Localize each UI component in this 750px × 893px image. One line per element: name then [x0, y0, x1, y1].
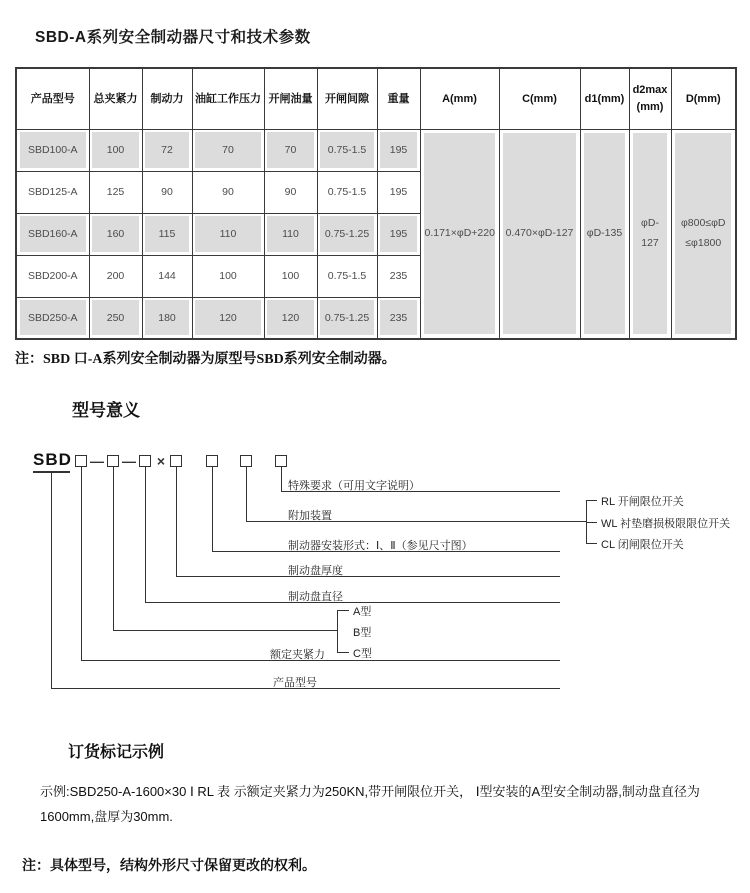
label-attachment: 附加装置	[288, 510, 332, 522]
header-dim-d: D(mm)	[671, 68, 736, 129]
table-cell: 0.75-1.5	[317, 129, 377, 171]
header-release-oil-volume: 开闸油量	[264, 68, 317, 129]
table-cell: 195	[377, 129, 420, 171]
model-box-2	[107, 455, 119, 467]
model-prefix: SBD	[33, 450, 72, 469]
table-cell: 195	[377, 171, 420, 213]
table-cell: 200	[89, 255, 142, 297]
table-cell: 90	[142, 171, 192, 213]
table-cell: 120	[264, 297, 317, 339]
spec-table-wrap	[15, 67, 735, 340]
header-product-model: 产品型号	[16, 68, 89, 129]
label-special-requirements: 特殊要求（可用文字说明）	[288, 480, 420, 492]
table-cell: 72	[142, 129, 192, 171]
header-total-clamping-force: 总夹紧力	[89, 68, 142, 129]
model-box-4	[170, 455, 182, 467]
page-title: SBD-A系列安全制动器尺寸和技术参数	[35, 29, 311, 46]
table-cell: SBD125-A	[16, 171, 89, 213]
model-box-3	[139, 455, 151, 467]
label-type-a: A型	[353, 606, 372, 618]
header-weight: 重量	[377, 68, 420, 129]
switch-bracket-tick	[586, 522, 597, 523]
table-cell: 125	[89, 171, 142, 213]
label-mounting-form: 制动器安装形式：Ⅰ、Ⅱ（参见尺寸图）	[288, 540, 473, 552]
type-bracket-tick	[337, 610, 349, 611]
connector-line	[113, 630, 337, 631]
label-type-b: B型	[353, 627, 372, 639]
table-cell: 235	[377, 297, 420, 339]
formula-cell-a: 0.171×φD+220	[420, 129, 499, 339]
dash-connector: —	[90, 453, 104, 469]
header-dim-a: A(mm)	[420, 68, 499, 129]
table-cell: 250	[89, 297, 142, 339]
table-header-row	[16, 68, 736, 129]
table-cell: SBD100-A	[16, 129, 89, 171]
connector-line	[212, 467, 213, 551]
section-heading-model-meaning: 型号意义	[72, 401, 140, 420]
connector-line	[113, 467, 114, 630]
switch-bracket-tick	[586, 543, 597, 544]
table-cell: SBD160-A	[16, 213, 89, 255]
section-heading-order-example: 订货标记示例	[68, 744, 165, 761]
label-type-c: C型	[353, 648, 372, 660]
header-braking-force: 制动力	[142, 68, 192, 129]
table-cell: 90	[192, 171, 264, 213]
table-cell: 235	[377, 255, 420, 297]
table-cell: 120	[192, 297, 264, 339]
spec-table	[15, 67, 737, 340]
formula-cell-d: φ800≤φD ≤φ1800	[671, 129, 736, 339]
table-cell: 0.75-1.5	[317, 255, 377, 297]
model-box-5	[206, 455, 218, 467]
model-box-6	[240, 455, 252, 467]
table-cell: 115	[142, 213, 192, 255]
label-switch-rl: RL 开闸限位开关	[601, 496, 684, 508]
label-switch-cl: CL 闭闸限位开关	[601, 539, 684, 551]
connector-line	[246, 467, 247, 521]
table-cell: 110	[264, 213, 317, 255]
connector-line	[51, 473, 52, 688]
connector-line	[176, 576, 560, 577]
table-cell: 0.75-1.5	[317, 171, 377, 213]
model-box-1	[75, 455, 87, 467]
table-cell: 0.75-1.25	[317, 297, 377, 339]
table-row	[16, 129, 736, 171]
label-switch-wl: WL 衬垫磨损极限限位开关	[601, 518, 731, 530]
header-dim-d2max: d2max (mm)	[629, 68, 671, 129]
label-clamping-force: 额定夹紧力	[270, 649, 325, 661]
label-disc-diameter: 制动盘直径	[288, 591, 343, 603]
model-designation-diagram	[0, 440, 750, 700]
header-dim-d1: d1(mm)	[580, 68, 629, 129]
formula-cell-d1: φD-135	[580, 129, 629, 339]
formula-cell-c: 0.470×φD-127	[499, 129, 580, 339]
table-cell: 180	[142, 297, 192, 339]
formula-cell-d2max: φD-127	[629, 129, 671, 339]
type-bracket-line	[337, 610, 338, 652]
header-release-gap: 开闸间隙	[317, 68, 377, 129]
order-example-text: 示例:SBD250-A-1600×30 Ⅰ RL 表 示额定夹紧力为250KN,带开闸限位开关， Ⅰ型安装的A型安全制动器,制动盘直径为1600mm,盘厚为30mm.	[40, 784, 700, 824]
table-cell: 110	[192, 213, 264, 255]
type-bracket-tick	[337, 652, 349, 653]
connector-line	[81, 467, 82, 660]
table-cell: 90	[264, 171, 317, 213]
model-box-7	[275, 455, 287, 467]
table-cell: 100	[264, 255, 317, 297]
table-cell: 160	[89, 213, 142, 255]
times-connector: ×	[156, 453, 166, 469]
table-cell: SBD200-A	[16, 255, 89, 297]
connector-line	[176, 467, 177, 576]
dash-connector: —	[122, 453, 136, 469]
header-cylinder-pressure: 油缸工作压力	[192, 68, 264, 129]
table-cell: 70	[264, 129, 317, 171]
label-product-model: 产品型号	[273, 677, 317, 689]
connector-line	[145, 467, 146, 602]
table-footnote: 注：SBD 口-A系列安全制动器为原型号SBD系列安全制动器。	[15, 352, 396, 367]
table-cell: SBD250-A	[16, 297, 89, 339]
label-disc-thickness: 制动盘厚度	[288, 565, 343, 577]
table-cell: 144	[142, 255, 192, 297]
table-cell: 0.75-1.25	[317, 213, 377, 255]
table-cell: 100	[89, 129, 142, 171]
bottom-footnote: 注：具体型号，结构外形尺寸保留更改的权利。	[22, 859, 316, 874]
table-cell: 70	[192, 129, 264, 171]
table-cell: 100	[192, 255, 264, 297]
connector-line	[281, 467, 282, 491]
table-cell: 195	[377, 213, 420, 255]
header-dim-c: C(mm)	[499, 68, 580, 129]
switch-bracket-tick	[586, 500, 597, 501]
